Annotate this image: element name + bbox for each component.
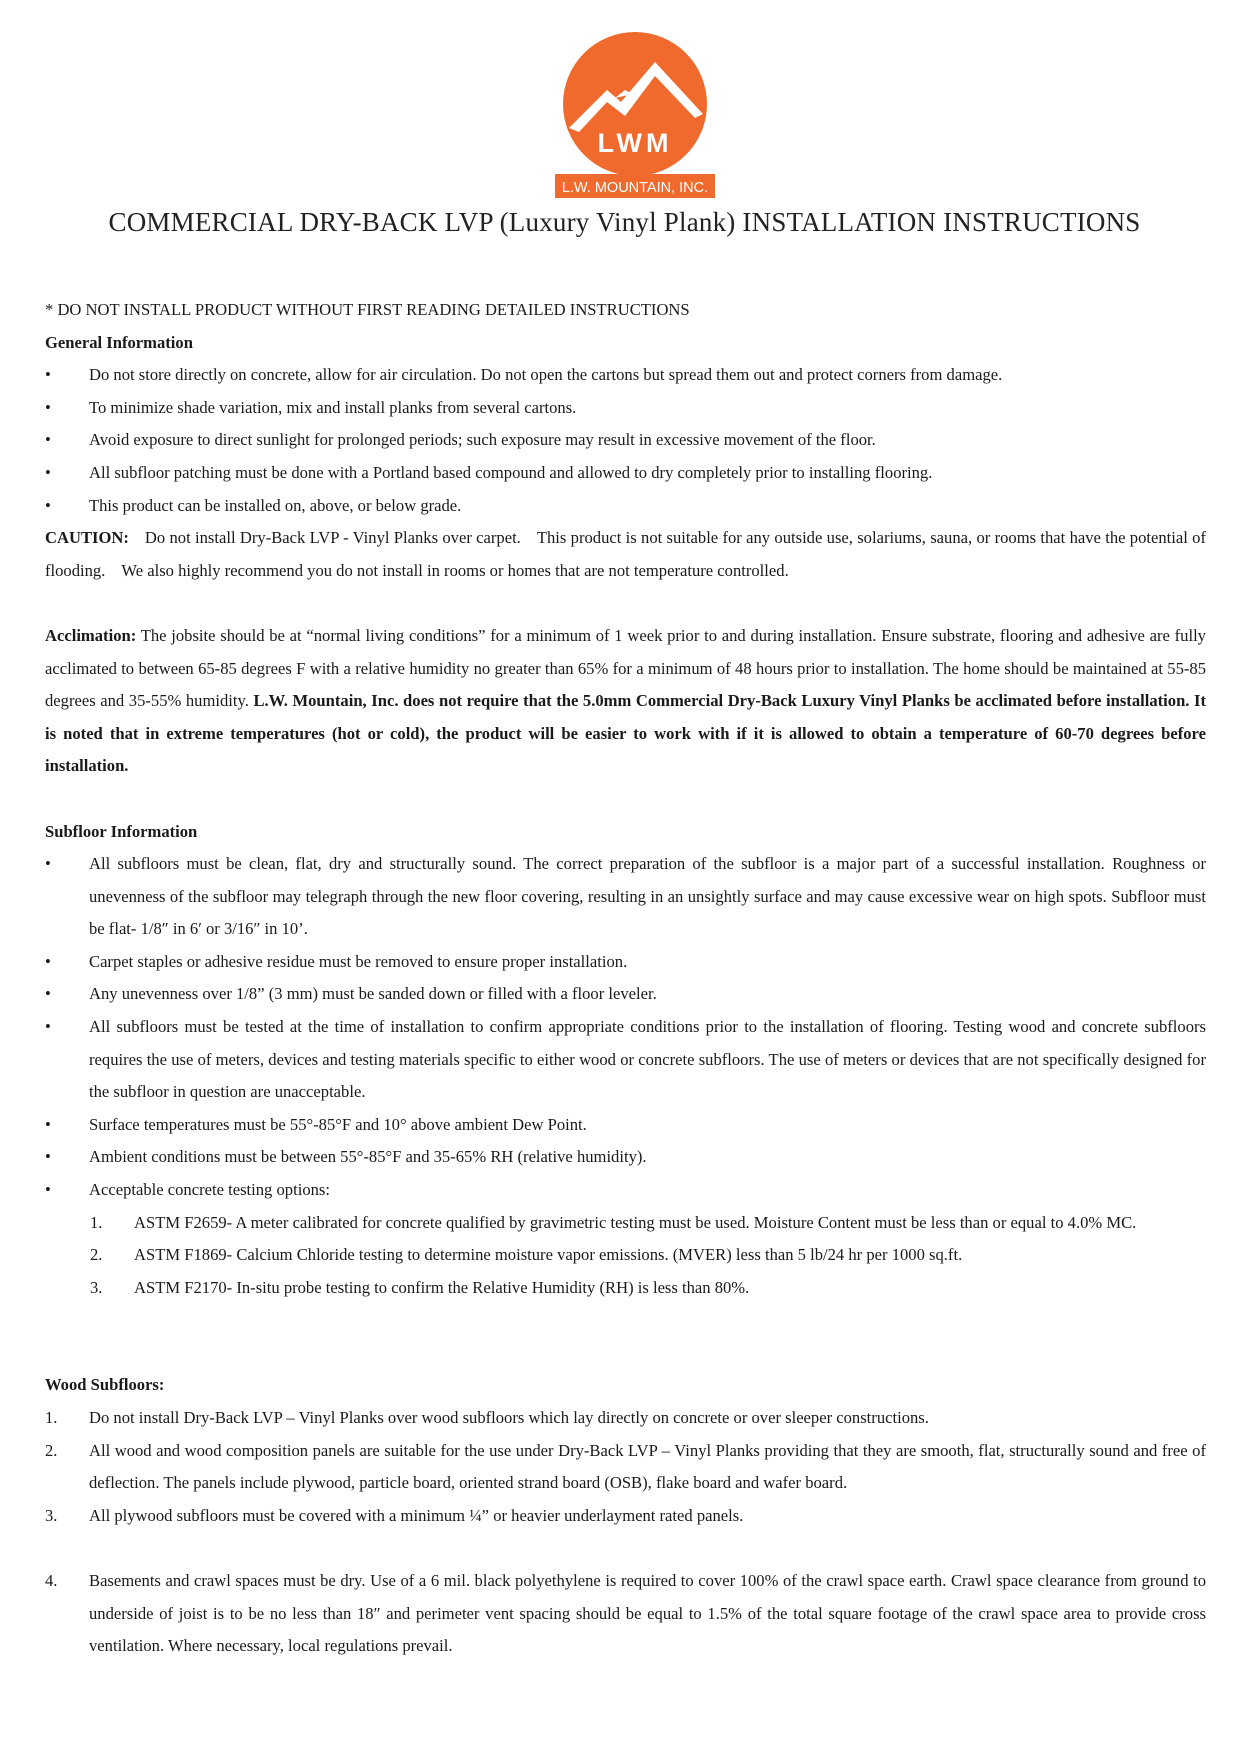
logo-company-name: L.W. MOUNTAIN, INC. [561, 180, 709, 196]
logo-initials: LWM [597, 128, 673, 158]
warning-notice: * DO NOT INSTALL PRODUCT WITHOUT FIRST READING DETAILED INSTRUCTIONS [45, 300, 690, 319]
acclimation-label: Acclimation: [45, 625, 137, 645]
acclimation-paragraph: Acclimation: The jobsite should be at “normal living conditions” for a minimum of 1 week prior to and during installation. Ensure substrate, flooring and adhesive are fully acclimated to between 65-85 degrees F with a relative humidity no greater than 65% for a minimum of 48 hours prior to installation. The home should be maintained at 55-85 degrees and 35-55% humidity. L.W. Mountain, Inc. does not require that the 5.0mm Commercial Dry-Back Luxury Vinyl Planks be acclimated before installation. It is noted that in extreme temperatures (hot or cold), the product will be easier to work with if it is allowed to obtain a temperature of 60-70 degrees before installation. [45, 625, 1207, 776]
general-heading: General Information [45, 332, 193, 352]
page-title: COMMERCIAL DRY-BACK LVP (Luxury Vinyl Plank) INSTALLATION INSTRUCTIONS [108, 207, 1141, 237]
list-item: • Any unevenness over 1/8” (3 mm) must be sanded down or filled with a floor leveler. [45, 984, 657, 1004]
list-item: • Carpet staples or adhesive residue must be removed to ensure proper installation. [45, 951, 628, 971]
list-item: • Ambient conditions must be between 55°-85°F and 35-65% RH (relative humidity). [45, 1147, 647, 1167]
list-item: • All subfloor patching must be done with a Portland based compound and allowed to dry completely prior to installing flooring. [45, 462, 933, 482]
caution-paragraph: CAUTION: Do not install Dry-Back LVP - Vinyl Planks over carpet. This product is not suitable for any outside use, solariums, sauna, or rooms that have the potential of flooding. We also highly recommend you do not install in rooms or homes that are not temperature controlled. [45, 528, 1206, 580]
list-item: • Avoid exposure to direct sunlight for prolonged periods; such exposure may result in excessive movement of the floor. [45, 430, 876, 450]
company-logo [555, 28, 715, 200]
test-option-item: 3. ASTM F2170- In-situ probe testing to confirm the Relative Humidity (RH) is less than 80%. [90, 1277, 750, 1297]
list-item: • Acceptable concrete testing options: [45, 1180, 330, 1200]
caution-label: CAUTION: [45, 528, 129, 548]
list-item: • All subfloors must be clean, flat, dry and structurally sound. The correct preparation of the subfloor is a major part of a successful installation. Roughness or unevenness of the subfloor may telegraph through the new floor covering, resulting in an unsightly surface and may cause excessive wear on high spots. Subfloor must be flat- 1/8″ in 6′ or 3/16″ in 10’. [45, 854, 1206, 939]
test-option-item: 2. ASTM F1869- Calcium Chloride testing to determine moisture vapor emissions. (MVER) less than 5 lb/24 hr per 1000 sq.ft. [90, 1245, 963, 1265]
mountain-logo-icon [555, 28, 715, 200]
general-bullet-list [45, 359, 1206, 522]
list-item: • Do not store directly on concrete, allow for air circulation. Do not open the cartons but spread them out and protect corners from damage. [45, 365, 1003, 385]
list-item: • All subfloors must be tested at the time of installation to confirm appropriate conditions prior to the installation of flooring. Testing wood and concrete subfloors requires the use of meters, devices and testing materials specific to either wood or concrete subfloors. The use of meters or devices that are not specifically designed for the subfloor in question are unacceptable. [45, 1017, 1206, 1102]
list-item: • Surface temperatures must be 55°-85°F and 10° above ambient Dew Point. [45, 1114, 587, 1134]
subfloor-bullet-list [45, 848, 1206, 1304]
list-item: • This product can be installed on, above, or below grade. [45, 495, 462, 515]
list-item: • To minimize shade variation, mix and install planks from several cartons. [45, 397, 577, 417]
wood-subfloors-list [45, 1402, 1206, 1663]
list-item: 3. All plywood subfloors must be covered with a minimum ¼” or heavier underlayment rated panels. [45, 1505, 744, 1525]
list-item: 1. Do not install Dry-Back LVP – Vinyl Planks over wood subfloors which lay directly on concrete or over sleeper constructions. [45, 1408, 929, 1427]
list-item: 2. All wood and wood composition panels are suitable for the use under Dry-Back LVP – Vinyl Planks providing that they are smooth, flat, structurally sound and free of deflection. The panels include plywood, particle board, oriented strand board (OSB), flake board and wafer board. [45, 1440, 1206, 1493]
wood-subfloors-heading: Wood Subfloors: [45, 1375, 165, 1395]
subfloor-heading: Subfloor Information [45, 821, 198, 841]
test-option-item: 1. ASTM F2659- A meter calibrated for concrete qualified by gravimetric testing must be used. Moisture Content must be less than or equal to 4.0% MC. [90, 1212, 1137, 1232]
document-body [45, 294, 1206, 1663]
list-item: 4. Basements and crawl spaces must be dry. Use of a 6 mil. black polyethylene is required to cover 100% of the crawl space earth. Crawl space clearance from ground to underside of joist is to be no less than 18″ and perimeter vent spacing should be equal to 1.5% of the total square footage of the crawl space area to provide cross ventilation. Where necessary, local regulations prevail. [45, 1570, 1206, 1656]
